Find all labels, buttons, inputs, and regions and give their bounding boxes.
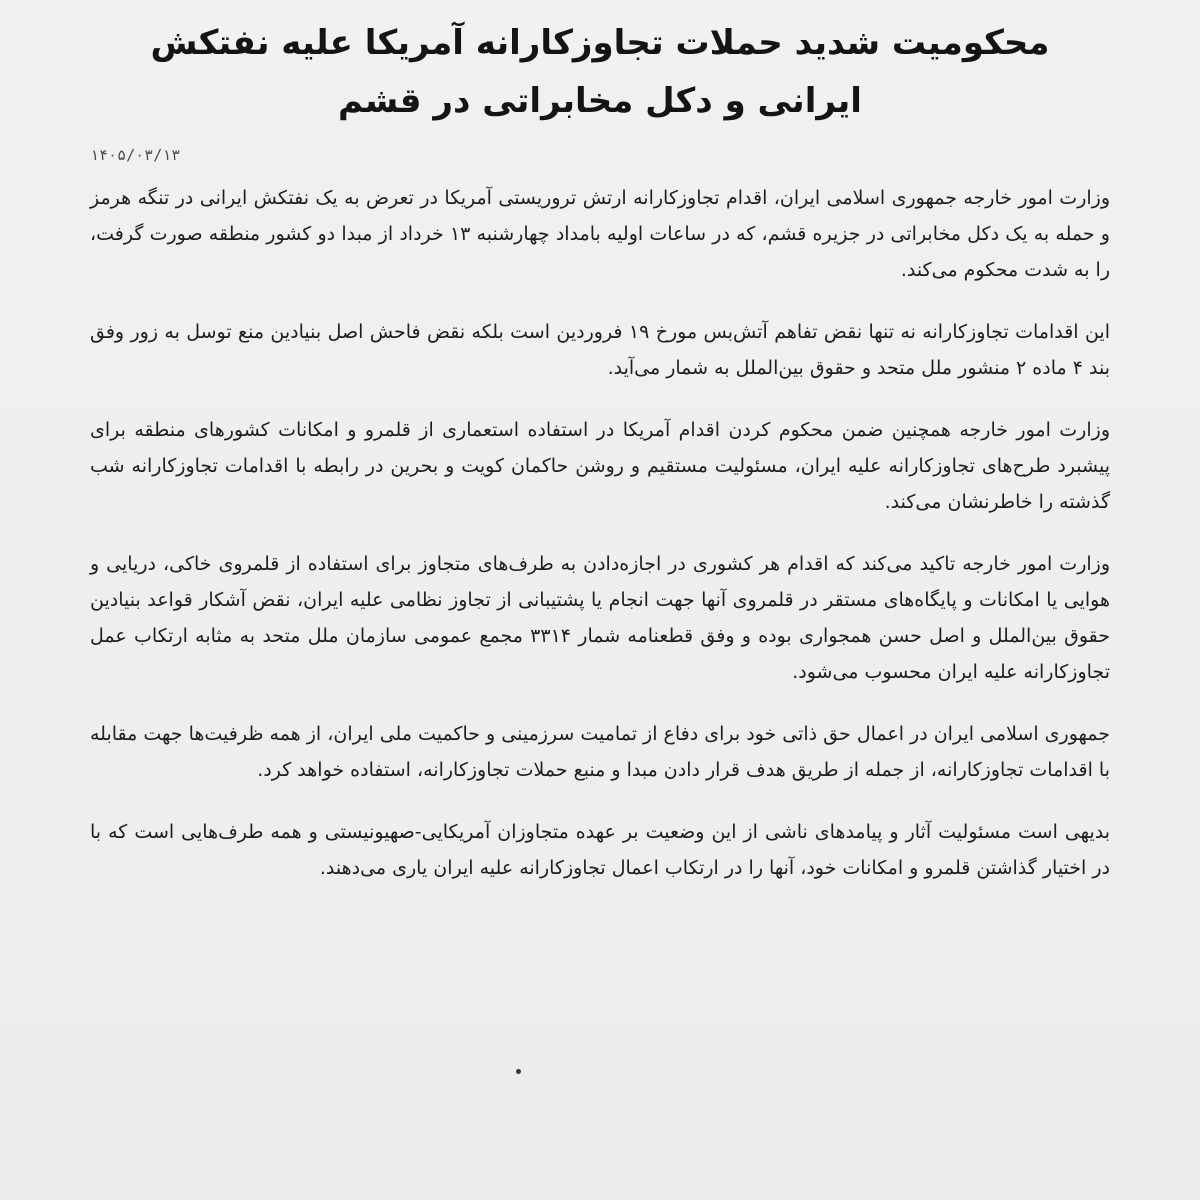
paragraph-3: وزارت امور خارجه همچنین ضمن محکوم کردن اقدام آمریکا در استفاده استعماری از قلمرو و امکانات کشورهای منطقه برای پیشبرد طرح‌های تجاوزکارانه علیه ایران، مسئولیت مستقیم و روشن حاکمان کویت و بحرین در رابطه با اقدامات تجاوزکارانه شب گذشته را خاطرنشان می‌کند. (90, 419, 1110, 513)
paragraph-1: وزارت امور خارجه جمهوری اسلامی ایران، اقدام تجاوزکارانه ارتش تروریستی آمریکا در تعرض به یک نفتکش ایرانی در تنگه هرمز و حمله به یک دکل مخابراتی در جزیره قشم، که در ساعات اولیه بامداد چهارشنبه ۱۳ خرداد از مبدا دو کشور منطقه صورت گرفت، را به شدت محکوم می‌کند. (90, 187, 1110, 281)
stray-dot-mark (516, 1069, 521, 1074)
title-line-1: محکومیت شدید حملات تجاوزکارانه آمریکا علیه نفتکش (150, 23, 1050, 63)
title-line-2: ایرانی و دکل مخابراتی در قشم (338, 81, 862, 121)
paragraph-6: بدیهی است مسئولیت آثار و پیامدهای ناشی از این وضعیت بر عهده متجاوزان آمریکایی-صهیونیستی و همه طرف‌هایی است که با در اختیار گذاشتن قلمرو و امکانات خود، آنها را در ارتکاب اعمال تجاوزکارانه علیه ایران یاری می‌دهند. (90, 821, 1110, 879)
document-date: ۱۴۰۵/۰۳/۱۳ (90, 146, 181, 164)
document-title (90, 14, 1110, 130)
paragraph-5: جمهوری اسلامی ایران در اعمال حق ذاتی خود برای دفاع از تمامیت سرزمینی و حاکمیت ملی ایران، از همه ظرفیت‌ها جهت مقابله با اقدامات تجاوزکارانه، از جمله از طریق هدف قرار دادن مبدا و منبع حملات تجاوزکارانه، استفاده خواهد کرد. (90, 723, 1110, 781)
paragraph-4: وزارت امور خارجه تاکید می‌کند که اقدام هر کشوری در اجازه‌دادن به طرف‌های متجاوز برای استفاده از قلمروی خاکی، دریایی و هوایی یا امکانات و پایگاه‌های مستقر در قلمروی آنها جهت انجام یا پشتیبانی از تجاوز نظامی علیه ایران، نقض آشکار قواعد بنیادین حقوق بین‌الملل و اصل حسن همجواری بوده و وفق قطعنامه شمار ۳۳۱۴ مجمع عمومی سازمان ملل متحد به مثابه ارتکاب عمل تجاوزکارانه علیه ایران محسوب می‌شود. (90, 553, 1110, 683)
document-body (90, 180, 1110, 886)
paragraph-2: این اقدامات تجاوزکارانه نه تنها نقض تفاهم آتش‌بس مورخ ۱۹ فروردین است بلکه نقض فاحش اصل بنیادین منع توسل به زور وفق بند ۴ ماده ۲ منشور ملل متحد و حقوق بین‌الملل به شمار می‌آید. (90, 321, 1110, 379)
